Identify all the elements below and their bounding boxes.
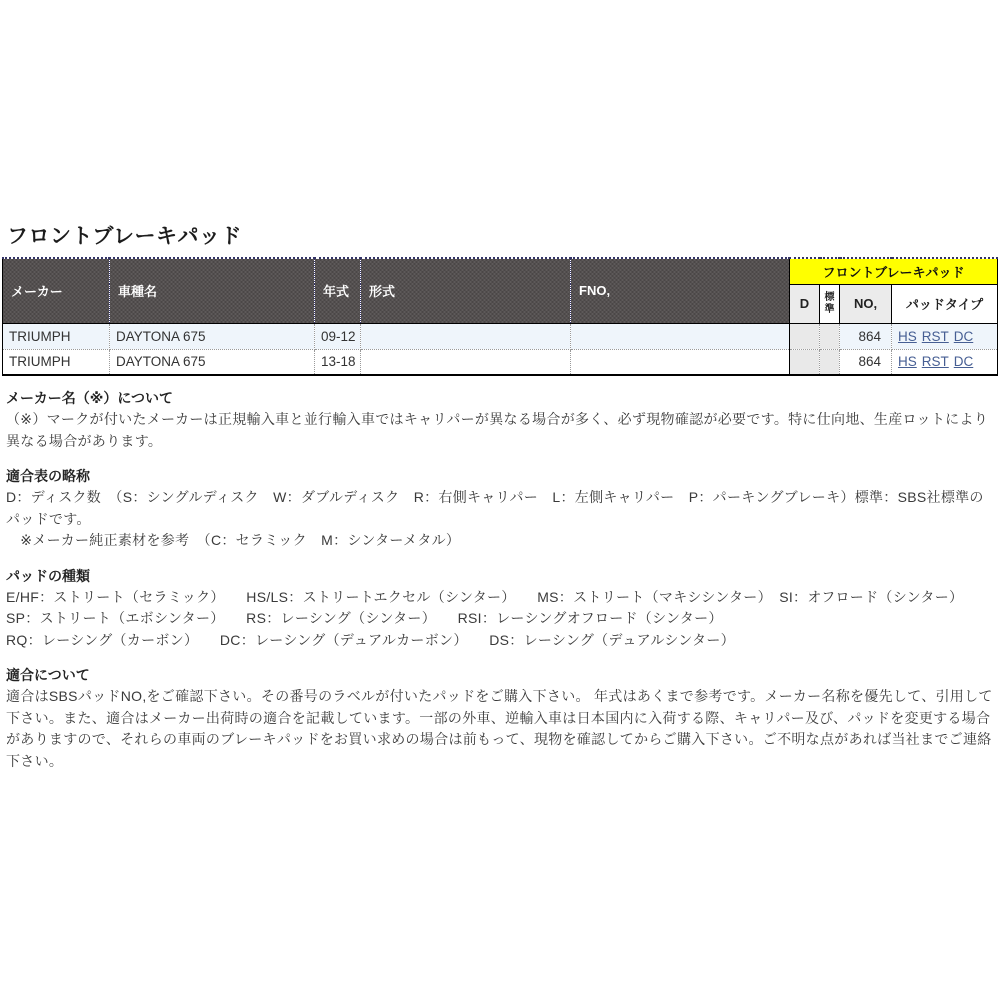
- section-text: SP：ストリート（エボシンター） RS：レーシング（シンター） RSI：レーシングオフロード（シンター）: [6, 610, 723, 626]
- col-header-fno: FNO,: [571, 258, 790, 323]
- cell-year: 13-18: [315, 349, 361, 375]
- subheader-pad-type: パッドタイプ: [892, 284, 998, 323]
- cell-no: 864: [840, 323, 892, 349]
- subheader-standard: 標準: [820, 284, 840, 323]
- notes-area: [6, 388, 997, 786]
- cell-form: [361, 349, 571, 375]
- table-row: [3, 349, 998, 375]
- cell-d: [790, 323, 820, 349]
- section-text: 適合はSBSパッドNO,をご確認下さい。その番号のラベルが付いたパッドをご購入下さい。 年式はあくまで参考です。メーカー名称を優先して、引用して下さい。また、適合はメーカー出荷時の適合を記載しています。一部の外車、逆輸入車は日本国内に入荷する際、キャリパー及び、パッドを変更する場合がありますので、それらの車両のブレーキパッドをお買い求めの場合は前もって、現物を確認してからご購入下さい。ご不明な点があれば当社までご連絡下さい。: [6, 688, 993, 769]
- cell-standard: [820, 323, 840, 349]
- cell-maker: TRIUMPH: [3, 349, 110, 375]
- cell-form: [361, 323, 571, 349]
- cell-model: DAYTONA 675: [110, 349, 315, 375]
- col-header-form: 形式: [361, 258, 571, 323]
- section-abbreviations: [6, 466, 997, 552]
- pad-link-dc[interactable]: DC: [953, 354, 974, 370]
- pad-link-rst[interactable]: RST: [921, 354, 949, 370]
- section-heading: パッドの種類: [6, 567, 90, 584]
- cell-pad-type: [892, 323, 998, 349]
- pad-link-rst[interactable]: RST: [921, 328, 949, 344]
- fitment-table: [2, 257, 998, 376]
- section-maker-note: [6, 388, 997, 452]
- col-header-model: 車種名: [110, 258, 315, 323]
- header-row-top: [3, 258, 998, 284]
- section-fitment-note: [6, 665, 997, 772]
- section-text: ※メーカー純正素材を参考 （C：セラミック M：シンターメタル）: [6, 532, 461, 548]
- table-row: [3, 323, 998, 349]
- cell-d: [790, 349, 820, 375]
- subheader-no: NO,: [840, 284, 892, 323]
- page-title: フロントブレーキパッド: [7, 225, 243, 248]
- cell-fno: [571, 323, 790, 349]
- section-heading: メーカー名（※）について: [6, 390, 174, 406]
- section-text: RQ：レーシング（カーボン） DC：レーシング（デュアルカーボン） DS：レーシング（デュアルシンター）: [6, 631, 735, 648]
- pad-link-dc[interactable]: DC: [953, 328, 974, 344]
- cell-maker: TRIUMPH: [3, 323, 110, 349]
- pad-link-hs[interactable]: HS: [898, 328, 917, 344]
- group-header-front-brake-pad: フロントブレーキパッド: [790, 258, 998, 284]
- section-text: （※）マークが付いたメーカーは正規輸入車と並行輸入車ではキャリパーが異なる場合が多く、必ず現物確認が必要です。特に仕向地、生産ロットにより異なる場合があります。: [6, 411, 989, 449]
- section-heading: 適合表の略称: [6, 468, 90, 484]
- col-header-maker: メーカー: [3, 258, 110, 323]
- cell-standard: [820, 349, 840, 375]
- cell-fno: [571, 349, 790, 375]
- cell-year: 09-12: [315, 323, 361, 349]
- col-header-year: 年式: [315, 258, 361, 323]
- subheader-d: D: [790, 284, 820, 323]
- section-text: D：ディスク数 （S：シングルディスク W：ダブルディスク R：右側キャリパー L：左側キャリパー P：パーキングブレーキ）標準：SBS社標準のパッドです。: [6, 489, 984, 527]
- section-text: E/HF：ストリート（セラミック） HS/LS：ストリートエクセル（シンター） MS：ストリート（マキシシンター） SI：オフロード（シンター）: [6, 588, 964, 605]
- cell-model: DAYTONA 675: [110, 323, 315, 349]
- pad-link-hs[interactable]: HS: [898, 354, 917, 370]
- section-pad-kinds: [6, 566, 997, 652]
- cell-pad-type: [892, 349, 998, 375]
- section-heading: 適合について: [6, 667, 90, 683]
- cell-no: 864: [840, 349, 892, 375]
